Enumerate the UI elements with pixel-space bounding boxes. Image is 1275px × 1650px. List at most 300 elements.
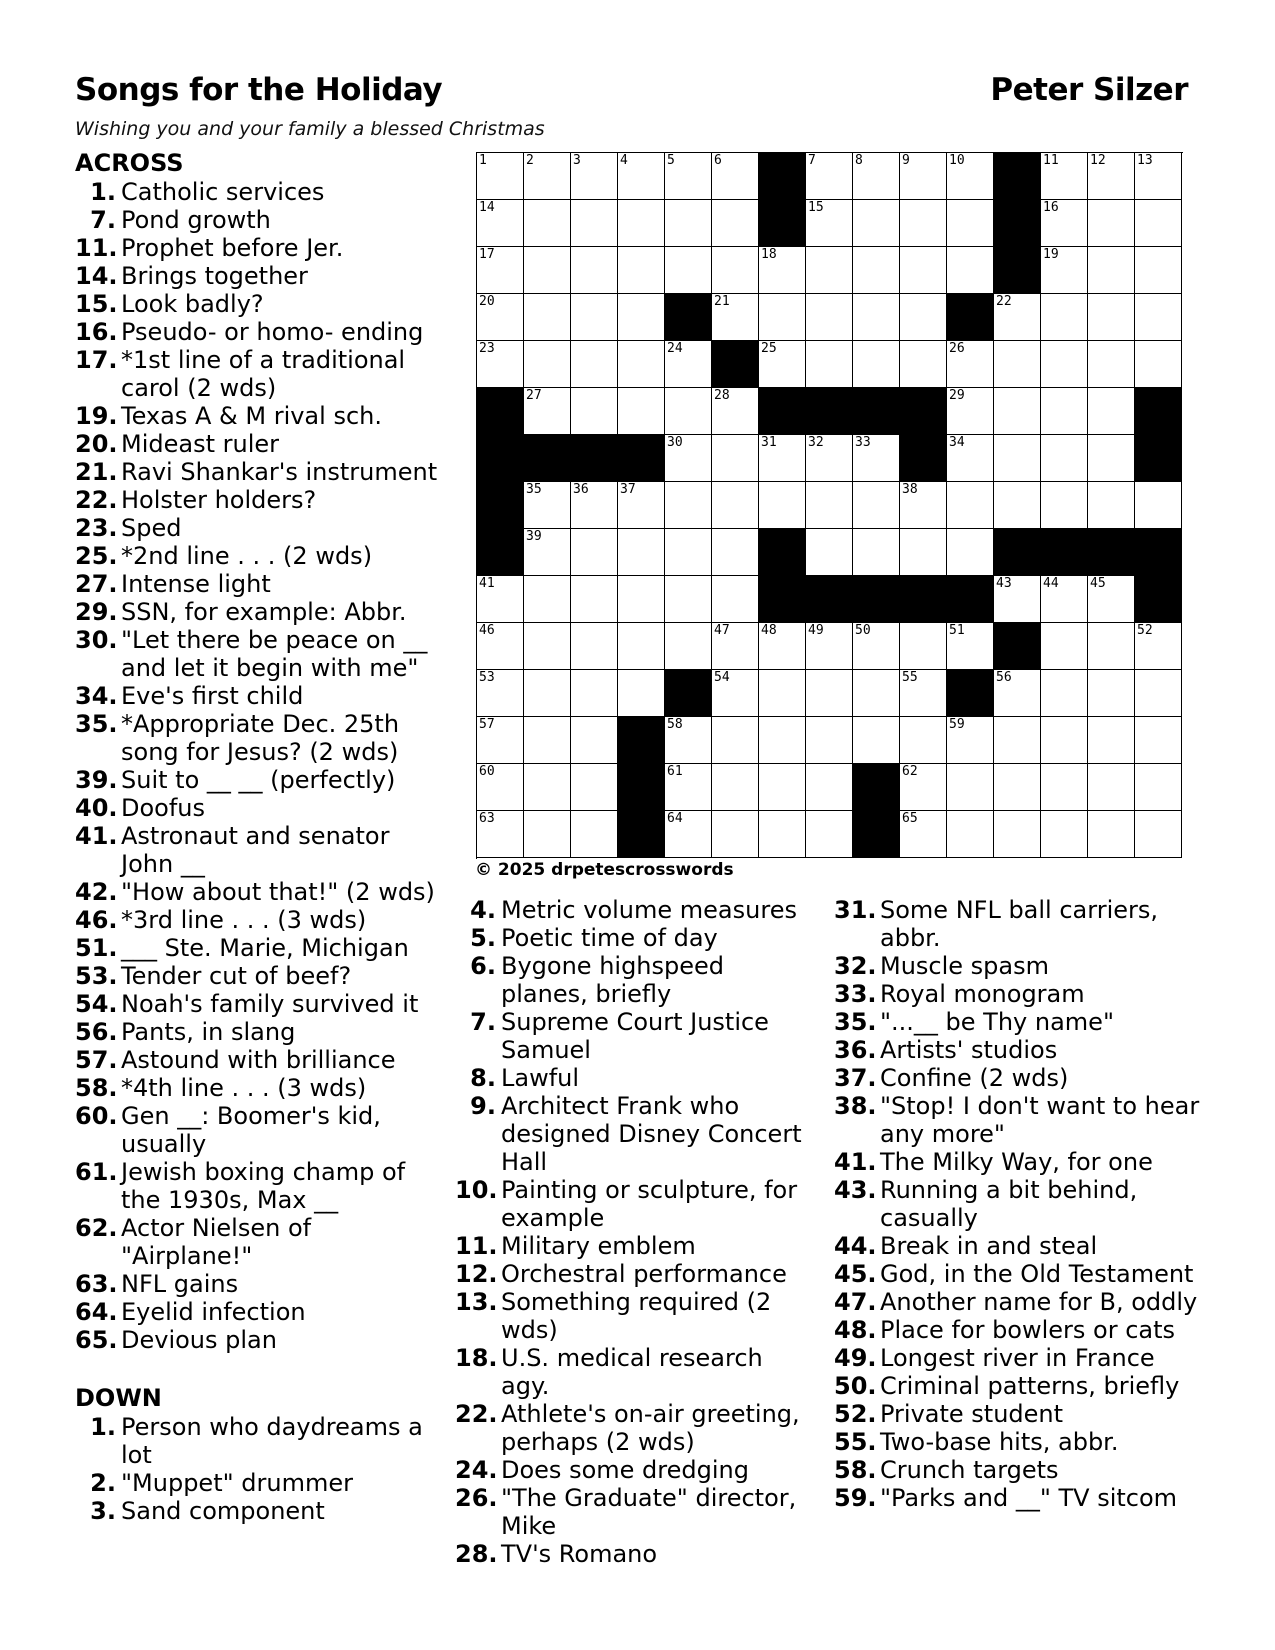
grid-cell[interactable] [1088, 435, 1135, 482]
down-clue[interactable] [834, 1036, 1204, 1064]
across-clue[interactable] [75, 346, 440, 402]
grid-cell[interactable] [900, 670, 947, 717]
cell-number: 58 [667, 717, 683, 732]
grid-block [947, 576, 994, 623]
grid-cell[interactable] [1088, 341, 1135, 388]
grid-cell[interactable] [853, 435, 900, 482]
grid-cell[interactable] [1135, 294, 1182, 341]
grid-cell[interactable] [900, 717, 947, 764]
grid-cell[interactable] [712, 717, 759, 764]
grid-cell[interactable] [853, 153, 900, 200]
cell-number: 44 [1043, 576, 1059, 591]
grid-cell[interactable] [712, 153, 759, 200]
down-clue[interactable] [834, 896, 1204, 952]
cell-number: 23 [479, 341, 495, 356]
grid-cell[interactable] [806, 482, 853, 529]
grid-cell[interactable] [665, 435, 712, 482]
across-clue[interactable] [75, 990, 440, 1018]
grid-block [853, 388, 900, 435]
down-clue[interactable] [455, 1008, 815, 1064]
clue-text: Doofus [121, 794, 206, 822]
grid-cell[interactable] [947, 764, 994, 811]
grid-cell[interactable] [571, 670, 618, 717]
grid-cell[interactable] [1135, 764, 1182, 811]
grid-block [477, 388, 524, 435]
grid-cell[interactable] [1088, 482, 1135, 529]
grid-cell[interactable] [1088, 811, 1135, 858]
grid-cell[interactable] [477, 294, 524, 341]
clue-column-3 [834, 896, 1204, 1512]
grid-cell[interactable] [947, 811, 994, 858]
grid-cell[interactable] [618, 294, 665, 341]
down-clue[interactable] [834, 1176, 1204, 1232]
across-clue[interactable] [75, 1074, 440, 1102]
grid-cell[interactable] [665, 576, 712, 623]
grid-cell[interactable] [1088, 717, 1135, 764]
clue-text: ___ Ste. Marie, Michigan [121, 934, 409, 962]
down-clue[interactable] [834, 1232, 1204, 1260]
clue-number: 35. [834, 1008, 877, 1036]
grid-cell[interactable] [994, 670, 1041, 717]
grid-cell[interactable] [524, 717, 571, 764]
grid-cell[interactable] [1088, 764, 1135, 811]
grid-cell[interactable] [524, 670, 571, 717]
grid-cell[interactable] [1088, 623, 1135, 670]
grid-cell[interactable] [947, 341, 994, 388]
grid-cell[interactable] [524, 200, 571, 247]
grid-cell[interactable] [1135, 623, 1182, 670]
grid-cell[interactable] [1088, 388, 1135, 435]
grid-block [806, 388, 853, 435]
across-clue[interactable] [75, 1102, 440, 1158]
down-clue[interactable] [455, 1400, 815, 1456]
clue-number: 11. [455, 1232, 498, 1260]
clue-text: Painting or sculpture, for example [501, 1176, 798, 1232]
down-clue[interactable] [75, 1469, 440, 1497]
grid-cell[interactable] [571, 294, 618, 341]
grid-cell[interactable] [759, 341, 806, 388]
down-clue[interactable] [834, 1400, 1204, 1428]
grid-cell[interactable] [853, 294, 900, 341]
grid-cell[interactable] [947, 247, 994, 294]
grid-cell[interactable] [712, 388, 759, 435]
grid-cell[interactable] [1135, 247, 1182, 294]
across-clue[interactable] [75, 318, 440, 346]
grid-cell[interactable] [712, 623, 759, 670]
grid-cell[interactable] [759, 482, 806, 529]
across-clue[interactable] [75, 402, 440, 430]
grid-cell[interactable] [618, 623, 665, 670]
across-clue[interactable] [75, 514, 440, 542]
grid-cell[interactable] [1041, 623, 1088, 670]
grid-cell[interactable] [900, 200, 947, 247]
grid-cell[interactable] [1088, 576, 1135, 623]
grid-cell[interactable] [618, 576, 665, 623]
across-clue[interactable] [75, 794, 440, 822]
grid-cell[interactable] [806, 247, 853, 294]
down-clue[interactable] [834, 980, 1204, 1008]
clue-text: Look badly? [121, 290, 264, 318]
clue-text: Criminal patterns, briefly [880, 1372, 1180, 1400]
across-clue[interactable] [75, 458, 440, 486]
grid-cell[interactable] [571, 153, 618, 200]
grid-cell[interactable] [524, 811, 571, 858]
across-clue[interactable] [75, 822, 440, 878]
grid-cell[interactable] [853, 341, 900, 388]
grid-cell[interactable] [618, 247, 665, 294]
grid-cell[interactable] [806, 670, 853, 717]
grid-cell[interactable] [1135, 670, 1182, 717]
grid-cell[interactable] [524, 529, 571, 576]
grid-cell[interactable] [1041, 435, 1088, 482]
grid-cell[interactable] [524, 482, 571, 529]
clue-text: *4th line . . . (3 wds) [121, 1074, 367, 1102]
grid-cell[interactable] [1041, 811, 1088, 858]
grid-cell[interactable] [853, 717, 900, 764]
grid-cell[interactable] [1135, 341, 1182, 388]
across-clue[interactable] [75, 598, 440, 626]
grid-cell[interactable] [947, 388, 994, 435]
grid-cell[interactable] [759, 764, 806, 811]
grid-cell[interactable] [618, 153, 665, 200]
grid-cell[interactable] [665, 200, 712, 247]
grid-cell[interactable] [1135, 200, 1182, 247]
down-clue[interactable] [834, 1344, 1204, 1372]
grid-cell[interactable] [618, 529, 665, 576]
grid-cell[interactable] [759, 294, 806, 341]
down-clue[interactable] [834, 1260, 1204, 1288]
grid-cell[interactable] [571, 717, 618, 764]
grid-cell[interactable] [806, 341, 853, 388]
clue-number: 20. [75, 430, 118, 458]
across-clue[interactable] [75, 1046, 440, 1074]
grid-cell[interactable] [947, 200, 994, 247]
grid-cell[interactable] [853, 670, 900, 717]
down-clue[interactable] [834, 1288, 1204, 1316]
grid-cell[interactable] [853, 482, 900, 529]
grid-cell[interactable] [477, 811, 524, 858]
down-clue[interactable] [455, 1456, 815, 1484]
grid-cell[interactable] [1041, 247, 1088, 294]
grid-cell[interactable] [524, 388, 571, 435]
across-clue[interactable] [75, 1158, 440, 1214]
grid-cell[interactable] [1041, 200, 1088, 247]
grid-cell[interactable] [712, 294, 759, 341]
grid-cell[interactable] [665, 482, 712, 529]
grid-cell[interactable] [665, 388, 712, 435]
grid-cell[interactable] [665, 341, 712, 388]
grid-cell[interactable] [524, 247, 571, 294]
down-clue[interactable] [834, 1428, 1204, 1456]
grid-cell[interactable] [571, 623, 618, 670]
cell-number: 54 [714, 670, 730, 685]
grid-cell[interactable] [806, 529, 853, 576]
grid-cell[interactable] [759, 811, 806, 858]
cell-number: 16 [1043, 200, 1059, 215]
across-clue[interactable] [75, 878, 440, 906]
grid-cell[interactable] [900, 529, 947, 576]
grid-cell[interactable] [994, 435, 1041, 482]
grid-cell[interactable] [1135, 811, 1182, 858]
puzzle-subtitle: Wishing you and your family a blessed Christmas [75, 118, 545, 140]
clue-text: Prophet before Jer. [121, 234, 344, 262]
cell-number: 11 [1043, 153, 1059, 168]
grid-cell[interactable] [900, 294, 947, 341]
grid-cell[interactable] [618, 670, 665, 717]
across-clue[interactable] [75, 430, 440, 458]
grid-cell[interactable] [712, 670, 759, 717]
grid-cell[interactable] [759, 717, 806, 764]
grid-cell[interactable] [806, 435, 853, 482]
grid-cell[interactable] [1088, 200, 1135, 247]
grid-cell[interactable] [712, 811, 759, 858]
grid-cell[interactable] [994, 341, 1041, 388]
across-clue[interactable] [75, 766, 440, 794]
down-clue[interactable] [834, 1456, 1204, 1484]
grid-cell[interactable] [712, 247, 759, 294]
grid-cell[interactable] [759, 435, 806, 482]
across-clue[interactable] [75, 626, 440, 682]
grid-cell[interactable] [759, 623, 806, 670]
grid-cell[interactable] [994, 294, 1041, 341]
down-clue[interactable] [455, 896, 815, 924]
cell-number: 50 [855, 623, 871, 638]
cell-number: 45 [1090, 576, 1106, 591]
grid-cell[interactable] [665, 153, 712, 200]
grid-cell[interactable] [1088, 153, 1135, 200]
grid-cell[interactable] [618, 200, 665, 247]
grid-cell[interactable] [571, 576, 618, 623]
grid-cell[interactable] [665, 247, 712, 294]
down-clue[interactable] [455, 1092, 815, 1176]
grid-cell[interactable] [618, 482, 665, 529]
grid-cell[interactable] [571, 341, 618, 388]
grid-cell[interactable] [947, 623, 994, 670]
down-clue[interactable] [834, 1372, 1204, 1400]
down-clue[interactable] [834, 952, 1204, 980]
clue-number: 39. [75, 766, 118, 794]
grid-cell[interactable] [665, 811, 712, 858]
down-clue[interactable] [75, 1497, 440, 1525]
grid-cell[interactable] [1041, 670, 1088, 717]
grid-cell[interactable] [900, 482, 947, 529]
grid-cell[interactable] [759, 247, 806, 294]
grid-cell[interactable] [571, 482, 618, 529]
grid-cell[interactable] [947, 717, 994, 764]
down-clue[interactable] [455, 1288, 815, 1344]
across-clue[interactable] [75, 1018, 440, 1046]
cell-number: 13 [1137, 153, 1153, 168]
grid-block [900, 576, 947, 623]
grid-cell[interactable] [618, 388, 665, 435]
clue-text: Longest river in France [880, 1344, 1155, 1372]
grid-cell[interactable] [1135, 717, 1182, 764]
grid-cell[interactable] [994, 576, 1041, 623]
grid-cell[interactable] [994, 717, 1041, 764]
grid-cell[interactable] [853, 200, 900, 247]
grid-cell[interactable] [806, 623, 853, 670]
grid-cell[interactable] [947, 153, 994, 200]
clue-number: 27. [75, 570, 118, 598]
down-clue[interactable] [455, 1176, 815, 1232]
grid-cell[interactable] [477, 670, 524, 717]
grid-cell[interactable] [806, 153, 853, 200]
grid-cell[interactable] [1088, 670, 1135, 717]
grid-cell[interactable] [900, 341, 947, 388]
grid-cell[interactable] [900, 153, 947, 200]
grid-cell[interactable] [524, 576, 571, 623]
down-clue[interactable] [455, 1344, 815, 1400]
clue-number: 18. [455, 1344, 498, 1372]
down-clue[interactable] [834, 1092, 1204, 1148]
grid-cell[interactable] [1041, 764, 1088, 811]
across-clue[interactable] [75, 178, 440, 206]
down-clue[interactable] [75, 1413, 440, 1469]
grid-cell[interactable] [1041, 294, 1088, 341]
across-clue[interactable] [75, 486, 440, 514]
grid-cell[interactable] [477, 717, 524, 764]
grid-cell[interactable] [994, 388, 1041, 435]
grid-cell[interactable] [900, 764, 947, 811]
grid-cell[interactable] [665, 717, 712, 764]
down-clue[interactable] [834, 1316, 1204, 1344]
grid-cell[interactable] [1041, 341, 1088, 388]
grid-cell[interactable] [571, 247, 618, 294]
across-clue[interactable] [75, 206, 440, 234]
grid-cell[interactable] [712, 482, 759, 529]
grid-cell[interactable] [947, 529, 994, 576]
grid-cell[interactable] [900, 811, 947, 858]
grid-cell[interactable] [665, 529, 712, 576]
down-clue[interactable] [455, 1260, 815, 1288]
across-clue[interactable] [75, 1326, 440, 1354]
grid-cell[interactable] [853, 247, 900, 294]
grid-cell[interactable] [477, 247, 524, 294]
down-clue[interactable] [455, 1064, 815, 1092]
grid-cell[interactable] [900, 247, 947, 294]
down-clue[interactable] [455, 924, 815, 952]
clue-text: Muscle spasm [880, 952, 1050, 980]
grid-cell[interactable] [571, 811, 618, 858]
grid-cell[interactable] [853, 623, 900, 670]
grid-cell[interactable] [712, 764, 759, 811]
grid-cell[interactable] [665, 764, 712, 811]
across-clue[interactable] [75, 262, 440, 290]
clue-number: 62. [75, 1214, 118, 1242]
clue-number: 15. [75, 290, 118, 318]
clue-text: The Milky Way, for one [880, 1148, 1153, 1176]
clue-text: Something required (2 wds) [501, 1288, 772, 1344]
grid-cell[interactable] [571, 200, 618, 247]
grid-cell[interactable] [571, 388, 618, 435]
clue-number: 19. [75, 402, 118, 430]
grid-cell[interactable] [524, 341, 571, 388]
grid-cell[interactable] [524, 294, 571, 341]
grid-cell[interactable] [712, 576, 759, 623]
down-clue[interactable] [834, 1484, 1204, 1512]
down-clue[interactable] [455, 1540, 815, 1568]
clue-number: 16. [75, 318, 118, 346]
across-clue[interactable] [75, 934, 440, 962]
grid-cell[interactable] [1135, 482, 1182, 529]
grid-cell[interactable] [1041, 388, 1088, 435]
down-clue[interactable] [455, 1232, 815, 1260]
clue-text: Does some dredging [501, 1456, 749, 1484]
grid-cell[interactable] [571, 529, 618, 576]
grid-cell[interactable] [806, 294, 853, 341]
grid-cell[interactable] [759, 670, 806, 717]
grid-cell[interactable] [853, 529, 900, 576]
down-clue[interactable] [455, 1484, 815, 1540]
grid-cell[interactable] [524, 623, 571, 670]
grid-cell[interactable] [477, 576, 524, 623]
grid-cell[interactable] [806, 764, 853, 811]
grid-cell[interactable] [712, 529, 759, 576]
across-clue[interactable] [75, 234, 440, 262]
clue-text: Poetic time of day [501, 924, 718, 952]
grid-cell[interactable] [477, 341, 524, 388]
down-clue[interactable] [834, 1064, 1204, 1092]
across-clue[interactable] [75, 682, 440, 710]
grid-cell[interactable] [477, 200, 524, 247]
clue-text: Break in and steal [880, 1232, 1098, 1260]
grid-cell[interactable] [1041, 482, 1088, 529]
grid-cell[interactable] [947, 482, 994, 529]
grid-cell[interactable] [1135, 153, 1182, 200]
grid-cell[interactable] [1041, 576, 1088, 623]
grid-cell[interactable] [1041, 717, 1088, 764]
grid-cell[interactable] [994, 482, 1041, 529]
grid-cell[interactable] [994, 811, 1041, 858]
across-clue[interactable] [75, 570, 440, 598]
grid-cell[interactable] [618, 341, 665, 388]
grid-cell[interactable] [712, 435, 759, 482]
grid-cell[interactable] [1088, 247, 1135, 294]
grid-cell[interactable] [571, 764, 618, 811]
grid-cell[interactable] [900, 623, 947, 670]
clue-number: 13. [455, 1288, 498, 1316]
grid-cell[interactable] [477, 764, 524, 811]
across-clue[interactable] [75, 710, 440, 766]
across-clue[interactable] [75, 1214, 440, 1270]
across-clue[interactable] [75, 542, 440, 570]
cell-number: 22 [996, 294, 1012, 309]
across-clue[interactable] [75, 906, 440, 934]
grid-cell[interactable] [1088, 294, 1135, 341]
grid-cell[interactable] [477, 623, 524, 670]
across-clue[interactable] [75, 1298, 440, 1326]
grid-cell[interactable] [806, 717, 853, 764]
grid-block [994, 153, 1041, 200]
across-clue[interactable] [75, 1270, 440, 1298]
across-clue[interactable] [75, 962, 440, 990]
down-clue[interactable] [834, 1008, 1204, 1036]
clue-text: "How about that!" (2 wds) [121, 878, 435, 906]
grid-cell[interactable] [524, 764, 571, 811]
grid-cell[interactable] [994, 764, 1041, 811]
down-clue[interactable] [455, 952, 815, 1008]
grid-cell[interactable] [806, 811, 853, 858]
grid-cell[interactable] [665, 623, 712, 670]
grid-cell[interactable] [806, 200, 853, 247]
grid-cell[interactable] [712, 200, 759, 247]
grid-cell[interactable] [1041, 153, 1088, 200]
across-clue[interactable] [75, 290, 440, 318]
grid-cell[interactable] [947, 435, 994, 482]
grid-cell[interactable] [524, 153, 571, 200]
down-clue[interactable] [834, 1148, 1204, 1176]
grid-cell[interactable] [477, 153, 524, 200]
